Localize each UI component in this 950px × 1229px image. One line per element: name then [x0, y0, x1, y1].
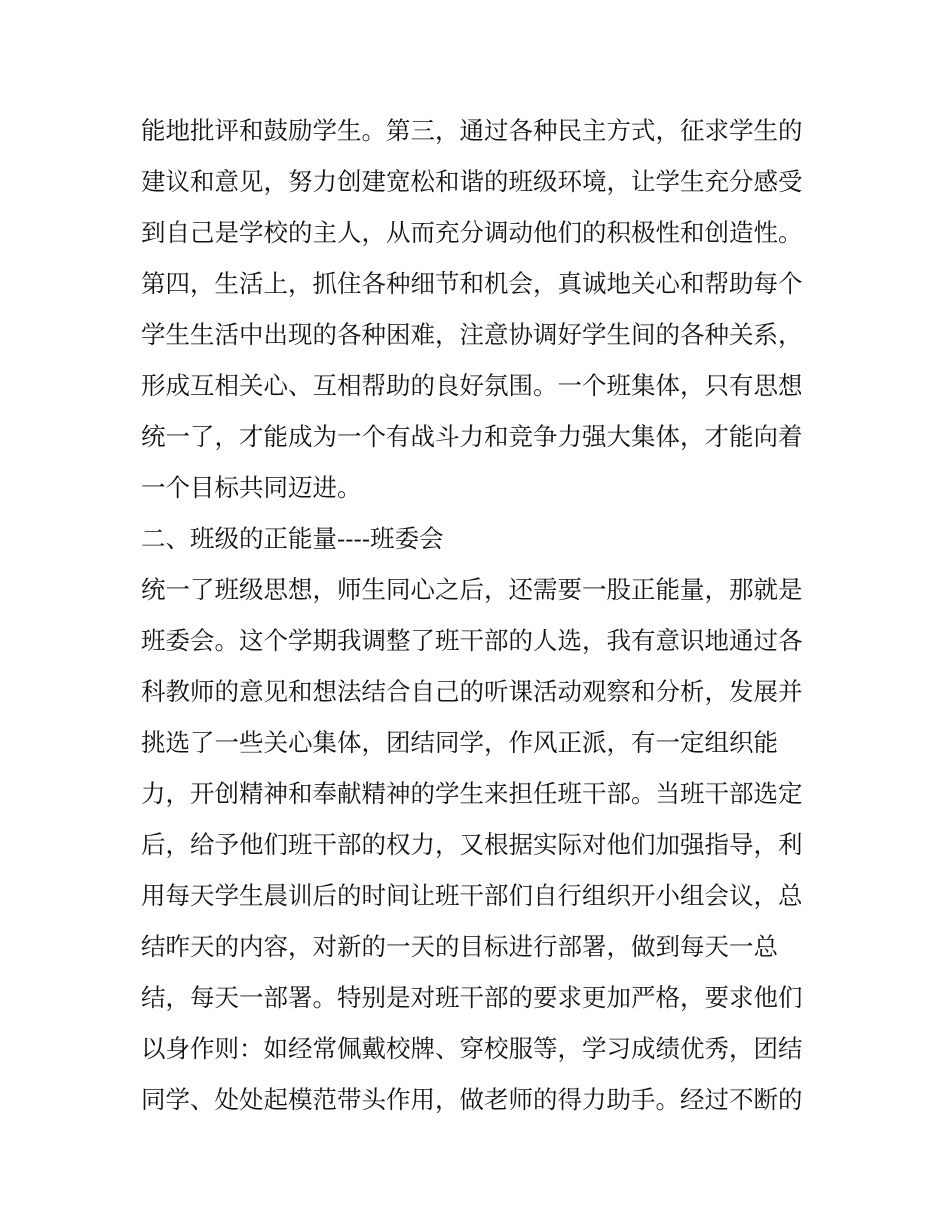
text-line-2: 建议和意见，努力创建宽松和谐的班级环境，让学生充分感受	[141, 167, 803, 196]
text-line-4: 第四，生活上，抓住各种细节和机会，真诚地关心和帮助每个	[141, 269, 803, 298]
text-line-18: 结，每天一部署。特别是对班干部的要求更加严格，要求他们	[141, 983, 803, 1012]
body-text	[141, 105, 821, 1125]
text-line-10: 统一了班级思想，师生同心之后，还需要一股正能量，那就是	[141, 575, 803, 604]
text-line-16: 用每天学生晨训后的时间让班干部们自行组织开小组会议，总	[141, 881, 803, 910]
text-line-8: 一个目标共同迈进。	[141, 473, 362, 502]
text-line-15: 后，给予他们班干部的权力，又根据实际对他们加强指导，利	[141, 830, 803, 859]
text-line-3: 到自己是学校的主人，从而充分调动他们的积极性和创造性。	[141, 218, 803, 247]
text-line-11: 班委会。这个学期我调整了班干部的人选，我有意识地通过各	[141, 626, 803, 655]
text-line-5: 学生生活中出现的各种困难，注意协调好学生间的各种关系，	[141, 320, 803, 349]
text-line-20: 同学、处处起模范带头作用，做老师的得力助手。经过不断的	[141, 1085, 803, 1114]
text-line-19: 以身作则：如经常佩戴校牌、穿校服等，学习成绩优秀，团结	[141, 1034, 803, 1063]
text-line-17: 结昨天的内容，对新的一天的目标进行部署，做到每天一总	[141, 932, 778, 961]
text-line-7: 统一了，才能成为一个有战斗力和竞争力强大集体，才能向着	[141, 422, 803, 451]
text-line-12: 科教师的意见和想法结合自己的听课活动观察和分析，发展并	[141, 677, 803, 706]
text-line-1: 能地批评和鼓励学生。第三，通过各种民主方式，征求学生的	[141, 116, 803, 145]
text-line-13: 挑选了一些关心集体，团结同学，作风正派，有一定组织能	[141, 728, 778, 757]
section-heading: 二、班级的正能量----班委会	[141, 524, 444, 553]
text-line-14: 力，开创精神和奉献精神的学生来担任班干部。当班干部选定	[141, 779, 803, 808]
text-line-6: 形成互相关心、互相帮助的良好氛围。一个班集体，只有思想	[141, 371, 803, 400]
